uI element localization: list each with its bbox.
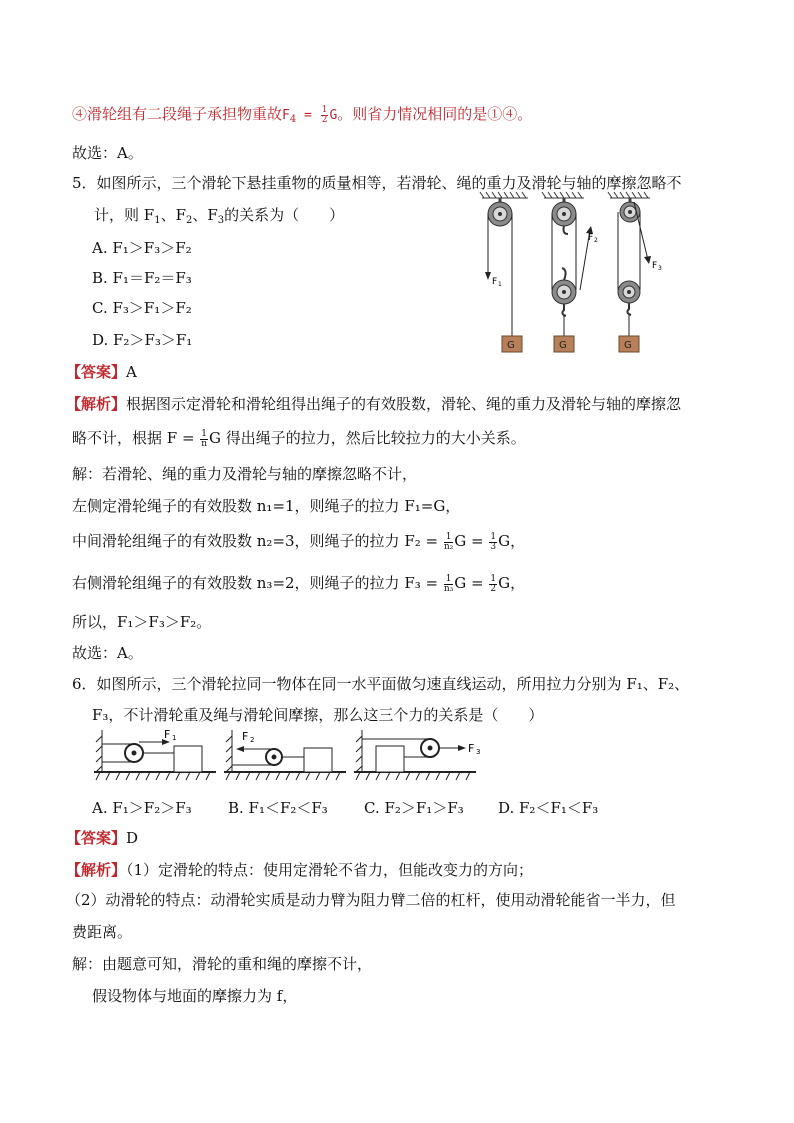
weight-label-right: G	[624, 340, 632, 351]
q5-solution-line5: 所以，F₁＞F₃＞F₂。	[72, 613, 212, 631]
middle-pulley-group	[552, 198, 593, 352]
prev-conclusion: ④滑轮组有二段绳子承担物重故$F_4$ = $\frac{1}{2}$ G。则省力情况相同的是①④。	[72, 104, 533, 125]
q6-setup-1	[94, 730, 216, 780]
q5-solution-line4: 右侧滑轮组绳子的有效股数 n₃=2，则绳子的拉力 F₃ = $\frac{1}{\text{n₃}}$ G = $\frac{1}{2}$ G，	[72, 573, 526, 594]
q6-option-c: C. F₂＞F₁＞F₃	[364, 799, 464, 817]
q5-option-c: C. F₃＞F₁＞F₂	[92, 299, 192, 317]
q6-f1-sub: 1	[172, 734, 177, 742]
q6-f1-label: F	[164, 728, 171, 741]
q6-solution-line1: 解：由题意可知，滑轮的重和绳的摩擦不计，	[72, 955, 373, 973]
q6-option-d: D. F₂＜F₁＜F₃	[498, 799, 599, 817]
q5-option-d: D. F₂＞F₃＞F₁	[92, 331, 193, 349]
q6-f2-sub: 2	[250, 736, 255, 744]
f3-sub: 3	[658, 265, 662, 272]
q6-solution-line2: 假设物体与地面的摩擦力为 f，	[92, 987, 298, 1005]
fraction: $\frac{1}{2}$	[321, 104, 328, 125]
left-fixed-pulley	[485, 198, 522, 352]
f2-sub: 2	[594, 237, 598, 244]
q6-pulley-figure	[94, 726, 490, 784]
q6-stem-line1: 6．如图所示，三个滑轮拉同一物体在同一水平面做匀速直线运动，所用拉力分别为 F₁、F₂、	[72, 675, 690, 693]
ceiling-hatch	[480, 192, 650, 198]
q6-stem-line2: F₃，不计滑轮重及绳与滑轮间摩擦，那么这三个力的关系是（ ）	[92, 706, 544, 724]
q5-solution-line3: 中间滑轮组绳子的有效股数 n₂=3，则绳子的拉力 F₂ = $\frac{1}{\text{n₂}}$ G = $\frac{1}{3}$ G，	[72, 531, 526, 552]
q5-stem-line1: 5．如图所示，三个滑轮下悬挂重物的质量相等，若滑轮、绳的重力及滑轮与轴的摩擦忽略不	[72, 174, 682, 192]
q5-solution-line2: 左侧定滑轮绳子的有效股数 n₁=1，则绳子的拉力 F₁=G，	[72, 497, 461, 515]
fraction: $\frac{1}{n}$	[201, 428, 208, 449]
q6-analysis-line2: （2）动滑轮的特点：动滑轮实质是动力臂为阻力臂二倍的杠杆，使用动滑轮能省一半力，但	[66, 891, 676, 909]
q5-analysis-line1: 【解析】根据图示定滑轮和滑轮组得出绳子的有效股数，滑轮、绳的重力及滑轮与轴的摩擦忽	[66, 395, 682, 413]
f3-label: F	[652, 261, 658, 271]
fraction: $\frac{1}{2}$	[490, 573, 497, 594]
q5-solution-line1: 解：若滑轮、绳的重力及滑轮与轴的摩擦忽略不计，	[72, 465, 418, 483]
q5-stem-line2: 计，则 $F_1$、$F_2$、$F_3$的关系为（ ）	[94, 206, 345, 226]
f1-sub: 1	[498, 281, 502, 288]
q5-option-b: B. F₁＝F₂＝F₃	[92, 269, 192, 287]
right-pulley-group	[618, 198, 651, 352]
fraction: $\frac{1}{\text{n₂}}$	[443, 531, 454, 552]
q6-answer: 【答案】D	[66, 829, 139, 847]
fraction: $\frac{1}{3}$	[490, 531, 497, 552]
q5-answer: 【答案】A	[66, 363, 137, 381]
prev-choice: 故选：A。	[72, 144, 143, 162]
q5-pulley-figure	[470, 190, 680, 362]
q6-f3-label: F	[468, 742, 475, 755]
q6-setup-3	[354, 730, 476, 780]
q6-f2-label: F	[242, 730, 249, 743]
fraction: $\frac{1}{\text{n₃}}$	[443, 573, 454, 594]
q5-choice: 故选：A。	[72, 644, 143, 662]
q6-option-b: B. F₁＜F₂＜F₃	[228, 799, 328, 817]
weight-label-left: G	[507, 340, 515, 351]
q6-analysis-line1: 【解析】（1）定滑轮的特点：使用定滑轮不省力，但能改变力的方向；	[66, 861, 534, 879]
f1-label: F	[492, 277, 498, 287]
f2-label: F	[588, 233, 594, 243]
q6-analysis-line3: 费距离。	[72, 923, 133, 941]
q6-option-a: A. F₁＞F₂＞F₃	[92, 799, 192, 817]
q6-f3-sub: 3	[476, 748, 481, 756]
q5-analysis-line2: 略不计，根据 F = $\frac{1}{n}$ G 得出绳子的拉力，然后比较拉力的大小关系。	[72, 428, 526, 449]
weight-label-middle: G	[559, 340, 567, 351]
q5-option-a: A. F₁＞F₃＞F₂	[92, 239, 192, 257]
